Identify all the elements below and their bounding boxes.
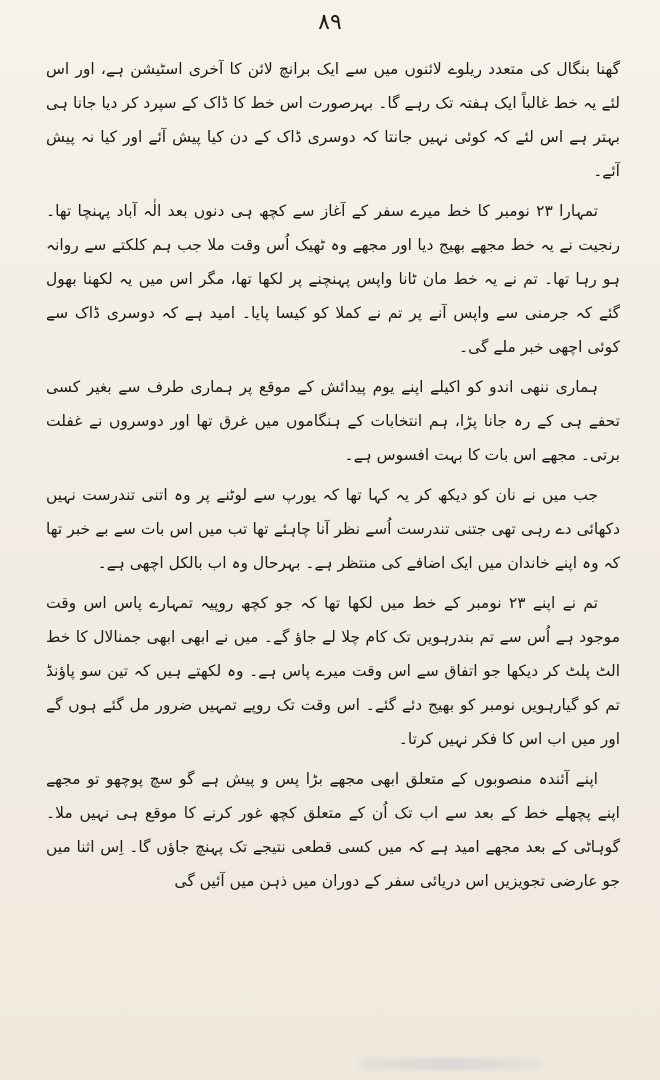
paragraph-3: ہماری ننھی اندو کو اکیلے اپنے یوم پیدائش کے موقع پر ہماری طرف سے بغیر کسی تحفے ہی کے رہ جانا پڑا، ہم انتخابات کے ہنگاموں میں غرق تھا اور دوسروں نے غفلت برتی۔ مجھے اس بات کا بہت افسوس ہے۔ — [46, 378, 620, 464]
paragraph-4: جب میں نے نان کو دیکھ کر یہ کہا تھا کہ یورپ سے لوٹنے پر وہ اتنی تندرست نہیں دکھائی دے رہی تھی جتنی تندرست اُسے نظر آنا چاہئے تھا تب میں اس بات سے بے خبر تھا کہ وہ اپنے خاندان میں ایک اضافے کی منتظر ہے۔ بہرحال وہ اب بالکل اچھی ہے۔ — [46, 486, 620, 572]
paragraph-1: گھنا بنگال کی متعدد ریلوے لائنوں میں سے ایک برانچ لائن کا آخری اسٹیشن ہے، اور اس لئے یہ خط غالباً ایک ہفتہ تک رہے گا۔ بہرصورت اس خط کا ڈاک کے سپرد کر دیا جانا ہی بہتر ہے اس لئے کہ کوئی نہیں جانتا کہ دوسری ڈاک کے دن کیا پیش آئے اور کیا نہ پیش آئے۔ — [46, 60, 620, 180]
ink-bleed-mark — [360, 1058, 540, 1070]
body-text — [46, 52, 620, 904]
page-number: ۸۹ — [318, 10, 342, 35]
paragraph-2: تمہارا ۲۳ نومبر کا خط میرے سفر کے آغاز سے کچھ ہی دنوں بعد الٰہ آباد پہنچا تھا۔ رنجیت نے یہ خط مجھے بھیج دیا اور مجھے وہ ٹھیک اُس وقت ملا جب ہم کلکتے سے روانہ ہو رہا تھا۔ تم نے یہ خط مان ٹانا واپس پہنچنے پر لکھا تھا، مگر اس میں یہ لکھنا بھول گئے کہ جرمنی سے واپس آنے پر تم نے کملا کو کیسا پایا۔ امید ہے کہ دوسری ڈاک سے کوئی اچھی خبر ملے گی۔ — [46, 202, 620, 356]
paragraph-6: اپنے آئندہ منصوبوں کے متعلق ابھی مجھے بڑا پس و پیش ہے گو سچ پوچھو تو مجھے اپنے پچھلے خط کے بعد سے اب تک اُن کے متعلق کچھ غور کرنے کا موقع ہی نہیں ملا۔ گوہاٹی کے بعد مجھے امید ہے کہ میں کسی قطعی نتیجے تک پہنچ جاؤں گا۔ اِس اثنا میں جو عارضی تجویزیں اس دریائی سفر کے دوران میں ذہن میں آئیں گی — [46, 770, 620, 890]
paragraph-5: تم نے اپنے ۲۳ نومبر کے خط میں لکھا تھا کہ جو کچھ روپیہ تمہارے پاس اس وقت موجود ہے اُس سے تم بندرہویں تک کام چلا لے جاؤ گے۔ میں نے ابھی ابھی جمنالال کا خط الٹ پلٹ کر دیکھا جو اتفاق سے اس وقت میرے پاس ہے۔ وہ لکھتے ہیں کہ تین سو پاؤنڈ تم کو گیارہویں نومبر کو بھیج دئے گئے۔ اس وقت تک روپے تمہیں ضرور مل گئے ہوں گے اور میں اب اس کا فکر نہیں کرتا۔ — [46, 594, 620, 748]
